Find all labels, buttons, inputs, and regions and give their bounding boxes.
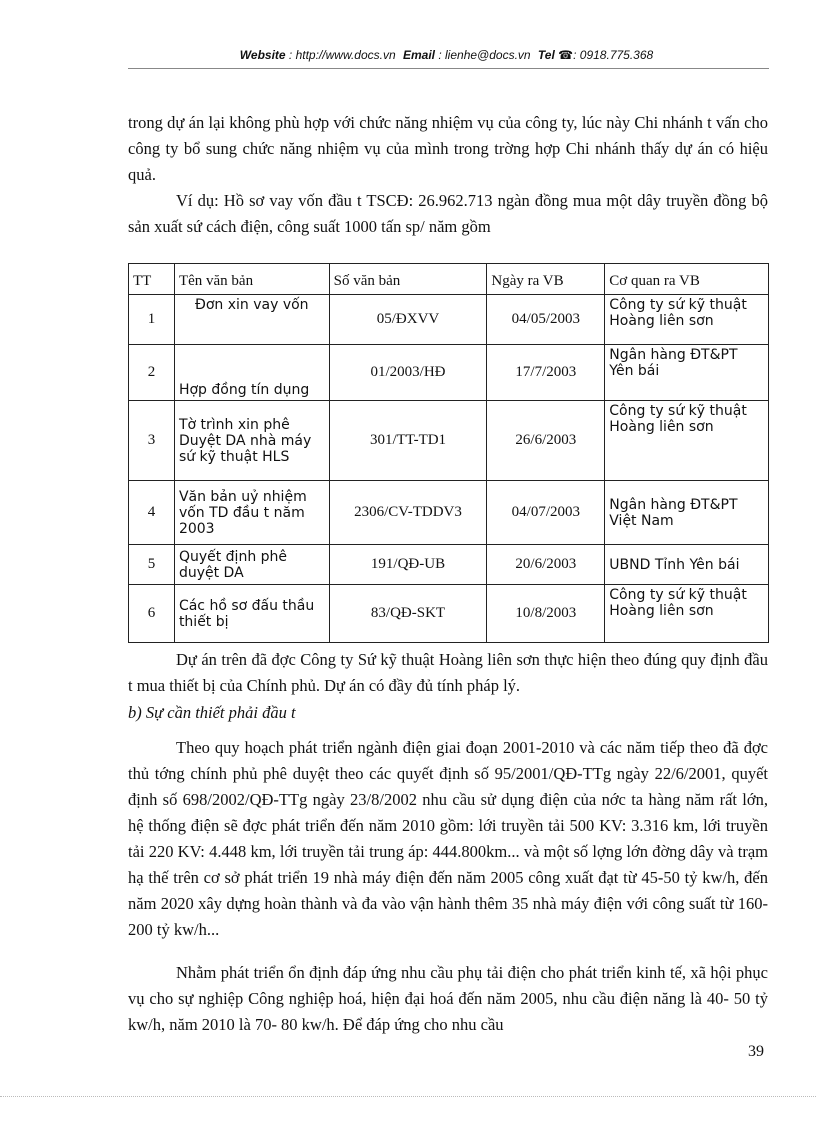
cell-number: 191/QĐ-UB — [329, 545, 487, 585]
header-tt: TT — [129, 264, 175, 295]
cell-org: Ngân hàng ĐT&PT Việt Nam — [605, 481, 769, 545]
paragraph-5: Nhằm phát triển ổn định đáp ứng nhu cầu phụ tải điện cho phát triển kinh tế, xã hội phục vụ cho sự nghiệp Công nghiệp hoá, hiện đại hoá đến năm 2005, nhu cầu điện năng là 40- 50 tỷ kw/h, năm 2010 là 70- 80 kw/h. Để đáp ứng cho nhu cầu — [128, 963, 768, 1034]
table-row — [129, 545, 769, 585]
cell-org: Công ty sứ kỹ thuật Hoàng liên sơn — [605, 401, 769, 481]
cell-name: Tờ trình xin phê Duyệt DA nhà máy sứ kỹ thuật HLS — [174, 401, 329, 481]
cell-date: 04/07/2003 — [487, 481, 605, 545]
cell-name: Văn bản uỷ nhiệm vốn TD đầu t năm 2003 — [174, 481, 329, 545]
cell-tt: 2 — [129, 345, 175, 401]
page-header — [128, 48, 769, 69]
cell-number: 83/QĐ-SKT — [329, 585, 487, 643]
email-link[interactable]: : lienhe@docs.vn — [438, 48, 531, 62]
cell-name: Quyết định phê duyệt DA — [174, 545, 329, 585]
section-heading-b: b) Sự cần thiết phải đầu t — [128, 703, 296, 722]
table-row — [129, 481, 769, 545]
table-row — [129, 295, 769, 345]
cell-name: Đơn xin vay vốn — [174, 295, 329, 345]
cell-org: Công ty sứ kỹ thuật Hoàng liên sơn — [605, 295, 769, 345]
page-number: 39 — [748, 1043, 764, 1060]
cell-number: 301/TT-TD1 — [329, 401, 487, 481]
table-row — [129, 585, 769, 643]
paragraph-1: trong dự án lại không phù hợp với chức năng nhiệm vụ của công ty, lúc này Chi nhánh t vấn cho công ty bổ sung chức năng nhiệm vụ của mình trong trờng hợp Chi nhánh thấy dự án có hiệu quả. — [128, 113, 768, 184]
paragraph-4: Theo quy hoạch phát triển ngành điện giai đoạn 2001-2010 và các năm tiếp theo đã đợc thủ tớng chính phủ phê duyệt theo các quyết định số 95/2001/QĐ-TTg ngày 22/6/2001, quyết định số 698/2002/QĐ-TTg ngày 23/8/2002 nhu cầu sử dụng điện của nớc ta hàng năm rất lớn, hệ thống điện sẽ đợc phát triển đến năm 2010 gồm: lới truyền tải 500 KV: 3.316 km, lới truyền tải 220 KV: 4.448 km, lới truyền tải trung áp: 444.800km... và một số lợng lớn đờng dây và trạm hạ thế trên cơ sở phát triển 19 nhà máy điện đến năm 2005 công xuất đạt từ 45-50 tỷ kw/h, đến năm 2020 xây dựng hoàn thành và đa vào vận hành thêm 35 nhà máy điện với công suất từ 160- 200 tỷ kw/h... — [128, 738, 768, 939]
website-link[interactable]: : http://www.docs.vn — [288, 48, 396, 62]
cell-date: 10/8/2003 — [487, 585, 605, 643]
cell-tt: 3 — [129, 401, 175, 481]
cell-number: 2306/CV-TDDV3 — [329, 481, 487, 545]
cell-org: Công ty sứ kỹ thuật Hoàng liên sơn — [605, 585, 769, 643]
footer-divider — [0, 1096, 816, 1097]
table-row — [129, 345, 769, 401]
paragraph-2: Ví dụ: Hồ sơ vay vốn đầu t TSCĐ: 26.962.713 ngàn đồng mua một dây truyền đồng bộ sản xuất sứ cách điện, công suất 1000 tấn sp/ năm gồm — [128, 191, 768, 236]
cell-tt: 4 — [129, 481, 175, 545]
cell-org: Ngân hàng ĐT&PT Yên bái — [605, 345, 769, 401]
table-header-row — [129, 264, 769, 295]
header-org: Cơ quan ra VB — [605, 264, 769, 295]
cell-number: 01/2003/HĐ — [329, 345, 487, 401]
cell-date: 20/6/2003 — [487, 545, 605, 585]
website-label: Website — [239, 48, 286, 62]
cell-name: Hợp đồng tín dụng — [174, 345, 329, 401]
cell-date: 04/05/2003 — [487, 295, 605, 345]
tel-label: Tel — [537, 48, 555, 62]
cell-date: 17/7/2003 — [487, 345, 605, 401]
paragraph-3: Dự án trên đã đợc Công ty Sứ kỹ thuật Hoàng liên sơn thực hiện theo đúng quy định đầu t mua thiết bị của Chính phủ. Dự án có đầy đủ tính pháp lý. — [128, 650, 768, 695]
cell-tt: 5 — [129, 545, 175, 585]
header-name: Tên văn bản — [174, 264, 329, 295]
header-date: Ngày ra VB — [487, 264, 605, 295]
document-table — [128, 263, 769, 643]
header-number: Số văn bản — [329, 264, 487, 295]
cell-tt: 1 — [129, 295, 175, 345]
email-label: Email — [402, 48, 435, 62]
cell-number: 05/ĐXVV — [329, 295, 487, 345]
tel-value: ☎: 0918.775.368 — [558, 48, 654, 62]
cell-tt: 6 — [129, 585, 175, 643]
cell-org: UBND Tỉnh Yên bái — [605, 545, 769, 585]
table-row — [129, 401, 769, 481]
cell-date: 26/6/2003 — [487, 401, 605, 481]
cell-name: Các hồ sơ đấu thầu thiết bị — [174, 585, 329, 643]
